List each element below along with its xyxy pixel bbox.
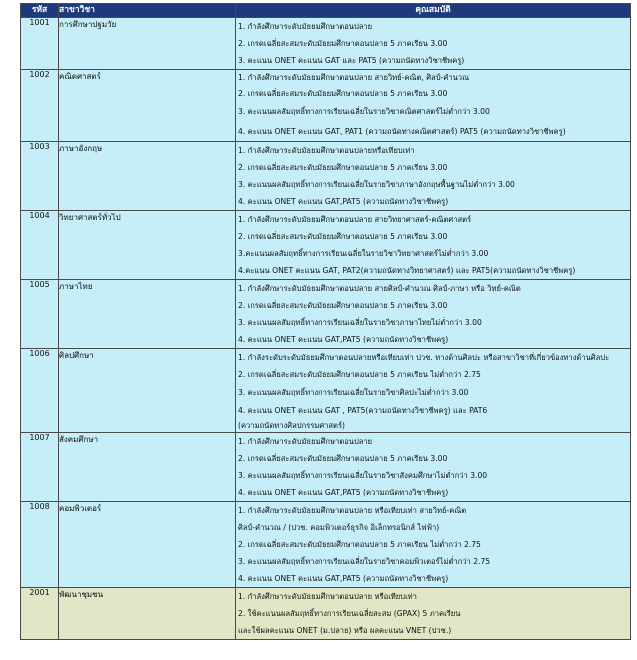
qualification-cell	[236, 280, 631, 349]
qualification-cell	[236, 70, 631, 142]
qualification-line: 2. เกรดเฉลี่ยสะสมระดับมัธยมศึกษาตอนปลาย 5 ภาคเรียน 3.00	[238, 89, 448, 98]
header-qualifications: คุณสมบัติ	[236, 4, 631, 18]
table-row	[21, 588, 631, 640]
program-code: 1006	[21, 349, 59, 433]
program-major: ภาษาไทย	[59, 280, 236, 349]
qualification-line: 2. เกรดเฉลี่ยสะสมระดับมัธยมศึกษาตอนปลาย 5 ภาคเรียน 3.00	[238, 232, 448, 241]
program-major: ศิลปศึกษา	[59, 349, 236, 433]
header-row	[21, 4, 631, 18]
qualification-line: 1. กำลังระดับระดับมัธยมศึกษาตอนปลายหรือเทียบเท่า ปวช. ทางด้านศิลปะ หรือสาขาวิชาที่เกี่ยวข้องทางด้านศิลปะ	[238, 353, 610, 362]
qualification-line: 2. เกรดเฉลี่ยสะสมระดับมัธยมศึกษาตอนปลาย 5 ภาคเรียน 3.00	[238, 454, 448, 463]
table-row	[21, 433, 631, 502]
qualification-line: 2. เกรดเฉลี่ยสะสมระดับมัธยมศึกษาตอนปลาย 5 ภาคเรียน 3.00	[238, 163, 448, 172]
qualification-line: 4.คะแนน ONET คะแนน GAT, PAT2(ความถนัดทางวิทยาศาสตร์) และ PAT5(ความถนัดทางวิชาชีพครู)	[238, 266, 576, 275]
qualification-line: 4. คะแนน ONET คะแนน GAT , PAT5(ความถนัดทางวิชาชีพครู) และ PAT6	[238, 406, 488, 415]
qualification-line: 2. เกรดเฉลี่ยสะสมระดับมัธยมศึกษาตอนปลาย 5 ภาคเรียน 3.00	[238, 301, 448, 310]
table-row	[21, 142, 631, 211]
qualification-line: 2. ใช้คะแนนผลสัมฤทธิ์ทางการเรียนเฉลี่ยสะสม (GPAX) 5 ภาคเรียน	[238, 609, 461, 618]
qualification-line: ศิลป์-คำนวณ / (ปวช. คอมพิวเตอร์ธุรกิจ อิเล็กทรอนิกส์ ไฟฟ้า)	[238, 523, 440, 532]
qualification-line: 3. คะแนนผลสัมฤทธิ์ทางการเรียนเฉลี่ยในรายวิชาสังคมศึกษาไม่ต่ำกว่า 3.00	[238, 471, 488, 480]
qualification-line: 3. คะแนนผลสัมฤทธิ์ทางการเรียนเฉลี่ยในรายวิชาภาษาไทยไม่ต่ำกว่า 3.00	[238, 318, 482, 327]
program-code: 1004	[21, 211, 59, 280]
program-code: 1003	[21, 142, 59, 211]
qualification-line: 1. กำลังศึกษาระดับมัธยมศึกษาตอนปลาย สายวิทย์-คณิต, ศิลป์-คำนวณ	[238, 73, 470, 82]
program-major: ภาษาอังกฤษ	[59, 142, 236, 211]
qualification-line: 3.คะแนนผลสัมฤทธิ์ทางการเรียนเฉลี่ยในรายวิชาวิทยาศาสตร์ไม่ต่ำกว่า 3.00	[238, 249, 489, 258]
qualification-line: 4. คะแนน ONET คะแนน GAT, PAT1 (ความถนัดทางคณิตศาสตร์) PAT5 (ความถนัดทางวิชาชีพครู)	[238, 127, 566, 136]
table-row	[21, 349, 631, 433]
qualification-line: 4. คะแนน ONET คะแนน GAT,PAT5 (ความถนัดทางวิชาชีพครู)	[238, 574, 449, 583]
qualification-line: 3. คะแนนผลสัมฤทธิ์ทางการเรียนเฉลี่ยในรายวิชาคอมพิวเตอร์ไม่ต่ำกว่า 2.75	[238, 557, 491, 566]
qualification-line: 1. กำลังศึกษาระดับมัธยมศึกษาตอนปลาย หรือเทียบเท่า สายวิทย์-คณิต	[238, 506, 467, 515]
program-major: สังคมศึกษา	[59, 433, 236, 502]
qualification-line: 2. เกรดเฉลี่ยสะสมระดับมัธยมศึกษาตอนปลาย 5 ภาคเรียน ไม่ต่ำกว่า 2.75	[238, 370, 481, 379]
table-row	[21, 18, 631, 70]
qualification-cell	[236, 502, 631, 588]
table-row	[21, 280, 631, 349]
program-code: 1007	[21, 433, 59, 502]
qualification-line: 3. คะแนนผลสัมฤทธิ์ทางการเรียนเฉลี่ยในรายวิชาศิลปะไม่ต่ำกว่า 3.00	[238, 388, 469, 397]
qualification-line: 2. เกรดเฉลี่ยสะสมระดับมัธยมศึกษาตอนปลาย 5 ภาคเรียน ไม่ต่ำกว่า 2.75	[238, 540, 481, 549]
header-major: สาขาวิชา	[59, 4, 236, 18]
header-code: รหัส	[21, 4, 59, 18]
qualification-line: 4. คะแนน ONET คะแนน GAT,PAT5 (ความถนัดทางวิชาชีพครู)	[238, 335, 449, 344]
qualification-line: 1. กำลังศึกษาระดับมัธยมศึกษาตอนปลาย	[238, 437, 373, 446]
qualification-line: 1. กำลังศึกษาระดับมัธยมศึกษาตอนปลาย สายวิทยาศาสตร์-คณิตศาสตร์	[238, 215, 472, 224]
program-code: 1001	[21, 18, 59, 70]
qualification-cell	[236, 142, 631, 211]
qualification-cell	[236, 18, 631, 70]
program-code: 1005	[21, 280, 59, 349]
qualification-line: 4. คะแนน ONET คะแนน GAT,PAT5 (ความถนัดทางวิชาชีพครู)	[238, 197, 449, 206]
program-code: 1002	[21, 70, 59, 142]
table-row	[21, 502, 631, 588]
qualification-cell	[236, 349, 631, 433]
program-major: พัฒนาชุมชน	[59, 588, 236, 640]
program-major: การศึกษาปฐมวัย	[59, 18, 236, 70]
program-code: 2001	[21, 588, 59, 640]
program-major: วิทยาศาสตร์ทั่วไป	[59, 211, 236, 280]
qualification-line: 1. กำลังศึกษาระดับมัธยมศึกษาตอนปลาย	[238, 22, 373, 31]
qualification-line: 1. กำลังศึกษาระดับมัธยมศึกษาตอนปลายหรือเทียบเท่า	[238, 146, 415, 155]
qualification-line: 3. คะแนน ONET คะแนน GAT และ PAT5 (ความถนัดทางวิชาชีพครู)	[238, 56, 465, 65]
qualification-line: 1. กำลังศึกษาระดับมัธยมศึกษาตอนปลาย หรือเทียบเท่า	[238, 592, 417, 601]
qualification-line: (ความถนัดทางศิลปกรรมศาสตร์)	[238, 421, 346, 430]
program-code: 1008	[21, 502, 59, 588]
program-major: คอมพิวเตอร์	[59, 502, 236, 588]
qualifications-table	[20, 3, 631, 640]
qualification-cell	[236, 211, 631, 280]
table-row	[21, 211, 631, 280]
qualification-line: 2. เกรดเฉลี่ยสะสมระดับมัธยมศึกษาตอนปลาย 5 ภาคเรียน 3.00	[238, 39, 448, 48]
qualification-cell	[236, 433, 631, 502]
qualification-line: 3. คะแนนผลสัมฤทธิ์ทางการเรียนเฉลี่ยในรายวิชาคณิตศาสตร์ไม่ต่ำกว่า 3.00	[238, 107, 490, 116]
program-major: คณิตศาสตร์	[59, 70, 236, 142]
qualification-cell	[236, 588, 631, 640]
qualification-line: 3. คะแนนผลสัมฤทธิ์ทางการเรียนเฉลี่ยในรายวิชาภาษาอังกฤษพื้นฐานไม่ต่ำกว่า 3.00	[238, 180, 515, 189]
qualification-line: 4. คะแนน ONET คะแนน GAT,PAT5 (ความถนัดทางวิชาชีพครู)	[238, 488, 449, 497]
qualification-line: และใช้ผลคะแนน ONET (ม.ปลาย) หรือ ผลคะแนน VNET (ปวช.)	[238, 626, 452, 635]
qualification-line: 1. กำลังศึกษาระดับมัธยมศึกษาตอนปลาย สายศิลป์-คำนวณ ศิลป์-ภาษา หรือ วิทย์-คณิต	[238, 284, 521, 293]
table-row	[21, 70, 631, 142]
